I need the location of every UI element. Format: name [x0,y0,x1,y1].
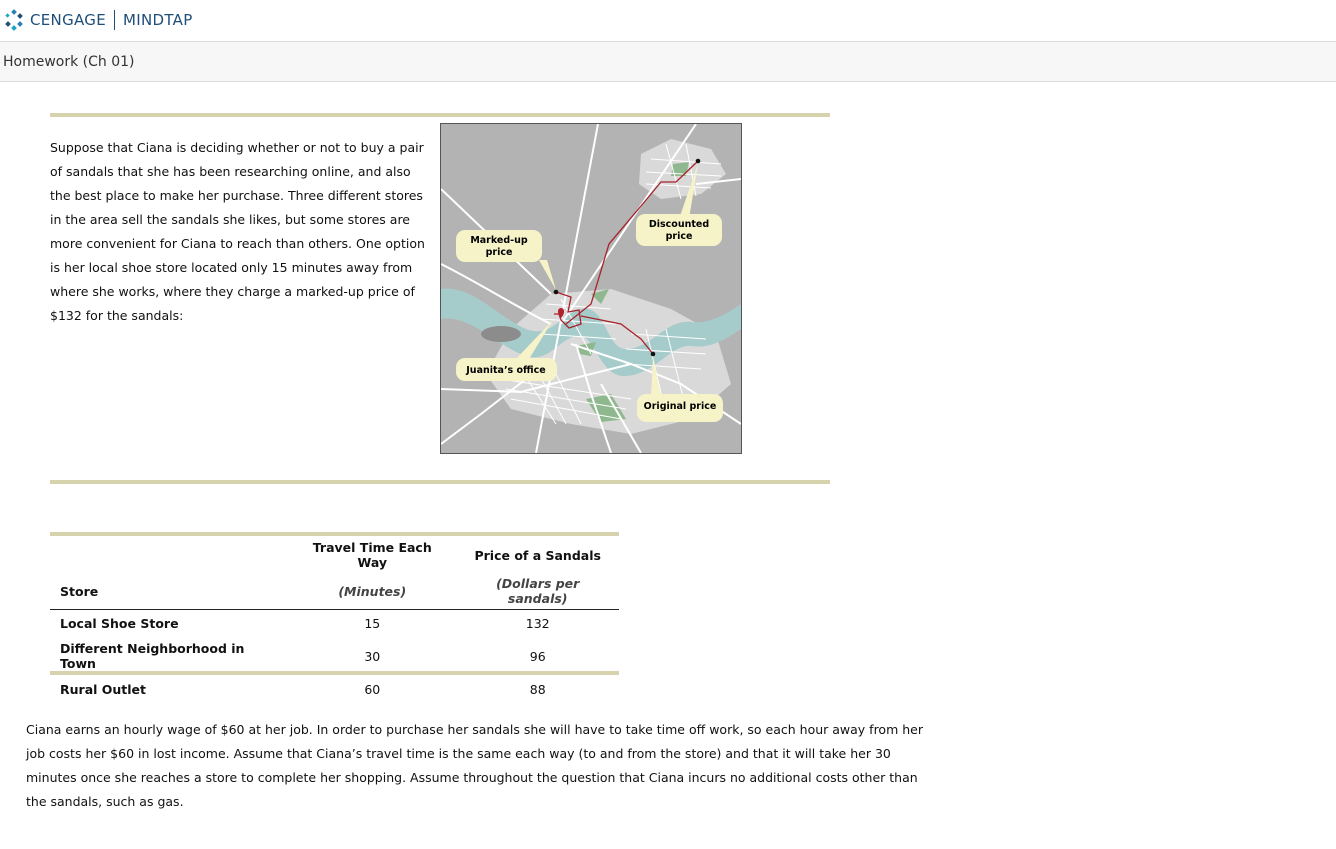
brand-logo[interactable] [3,7,193,33]
callout-markedup-line1: Marked-up [470,235,528,246]
callout-original [637,394,723,422]
cengage-logo-icon [3,9,25,31]
brand-primary: CENGAGE [30,11,106,29]
header-travel-units: (Minutes) [288,573,456,610]
header-price: Price of a Sandals [474,547,601,563]
table-row [50,610,619,637]
intro-paragraph: Suppose that Ciana is deciding whether or not to buy a pair of sandals that she has been researching online, and also the best place to make her purchase. Three different stores in the area sell the sandals she likes, but some stores are more convenient for Ciana to reach than others. One option is her local shoe store located only 15 minutes away from where she works, where they charge a marked-up price of $132 for the sandals: [50,140,425,323]
header-price-units: (Dollars per sandals) [456,573,619,610]
travel-time: 15 [364,615,381,631]
city-map-graphic [441,124,741,453]
header-travel: Travel Time Each Way [312,540,432,570]
callout-discounted-line1: Discounted [648,219,710,230]
travel-time: 60 [364,681,381,697]
price: 132 [525,615,550,631]
callout-markedup-line2: price [485,247,513,258]
travel-time: 30 [364,648,381,664]
price: 96 [529,648,546,664]
section-rule-top [50,113,830,117]
store-name: Local Shoe Store [60,615,179,631]
callout-office-label: Juanita’s office [466,365,546,376]
table-row [50,676,619,702]
callout-discounted [636,214,722,246]
assignment-bar [0,42,1336,82]
store-name: Rural Outlet [60,681,146,697]
assumptions-paragraph: Ciana earns an hourly wage of $60 at her job. In order to purchase her sandals she will have to take time off work, so each hour away from her job costs her $60 in lost income. Assume that Ciana’s travel time is the same each way (to and from the store) and that it will take her 30 minutes once she reaches a store to complete her shopping. Assume throughout the question that Ciana incurs no additional costs other than the sandals, such as gas. [26,722,923,809]
table-row [50,636,619,676]
brand-secondary: MINDTAP [123,11,193,29]
callout-office [456,358,557,381]
section-rule-bottom [50,480,830,484]
callout-discounted-line2: price [665,231,693,242]
price: 88 [529,681,546,697]
store-table [50,537,619,702]
header-store: Store [50,573,288,610]
city-map [440,123,742,454]
callout-marked-up [456,230,542,262]
brand-divider [114,10,115,30]
callout-original-label: Original price [643,401,717,412]
table-rule-top [50,532,619,536]
store-name: Different Neighborhood in Town [60,641,245,671]
assignment-title[interactable]: Homework (Ch 01) [3,54,135,70]
top-bar [0,0,1336,42]
